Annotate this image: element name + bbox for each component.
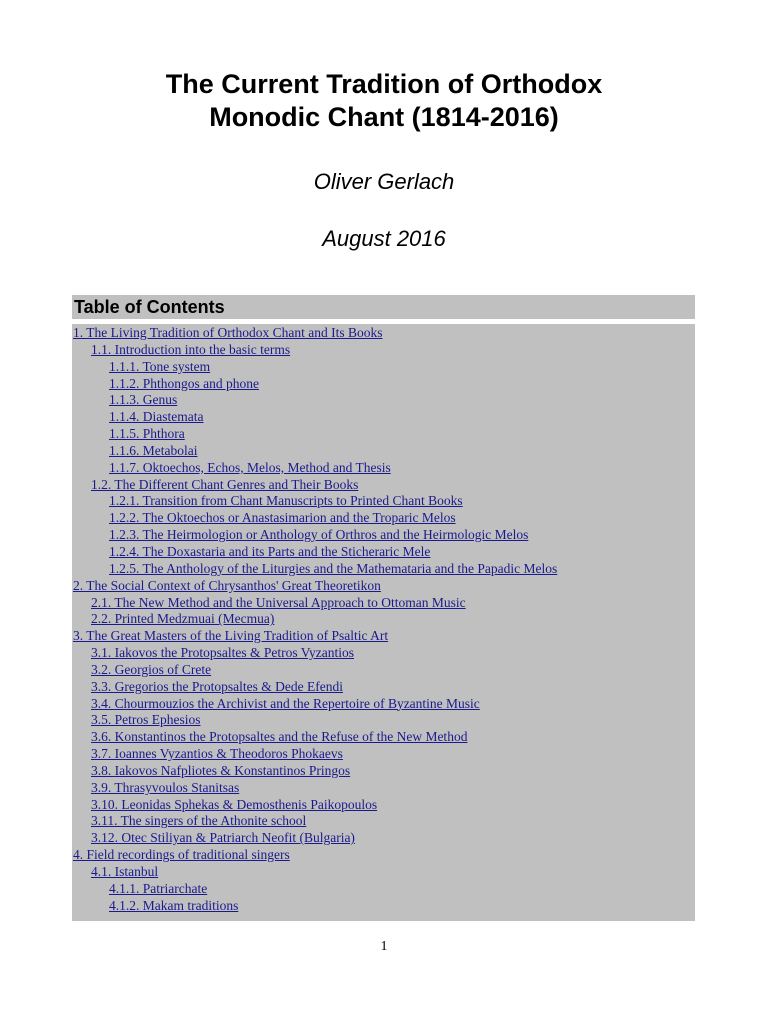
toc-entry	[72, 493, 695, 510]
toc-entry	[72, 712, 695, 729]
toc-entry-link[interactable]: 3.2. Georgios of Crete	[91, 661, 212, 677]
toc-list	[72, 325, 695, 915]
toc-entry	[72, 544, 695, 561]
toc-entry-link[interactable]: 1.1. Introduction into the basic terms	[91, 341, 291, 357]
toc-entry	[72, 847, 695, 864]
toc-entry	[72, 595, 695, 612]
toc-entry-link[interactable]: 1.1.5. Phthora	[109, 426, 185, 442]
toc-entry	[72, 443, 695, 460]
toc-entry	[72, 881, 695, 898]
toc-entry-link[interactable]: 1.2.2. The Oktoechos or Anastasimarion and the Troparic Melos	[109, 510, 456, 526]
toc-entry-link[interactable]: 2.1. The New Method and the Universal Approach to Ottoman Music	[91, 594, 466, 610]
toc-entry	[72, 729, 695, 746]
toc-entry-link[interactable]: 1.2.3. The Heirmologion or Anthology of Orthros and the Heirmologic Melos	[109, 527, 529, 543]
toc-entry-link[interactable]: 1.2. The Different Chant Genres and Their Books	[91, 476, 359, 492]
toc-heading: Table of Contents	[72, 295, 695, 319]
toc-entry	[72, 342, 695, 359]
title-line-2: Monodic Chant (1814-2016)	[209, 102, 559, 132]
toc-entry-link[interactable]: 3.12. Otec Stiliyan & Patriarch Neofit (Bulgaria)	[91, 830, 355, 846]
toc-entry-link[interactable]: 3.8. Iakovos Nafpliotes & Konstantinos Pringos	[91, 762, 351, 778]
toc-entry-link[interactable]: 1.2.1. Transition from Chant Manuscripts to Printed Chant Books	[109, 493, 463, 509]
toc-entry-link[interactable]: 1.2.5. The Anthology of the Liturgies and the Mathemataria and the Papadic Melos	[109, 560, 558, 576]
toc-entry-link[interactable]: 3.5. Petros Ephesios	[91, 712, 201, 728]
toc-entry-link[interactable]: 2. The Social Context of Chrysanthos' Great Theoretikon	[73, 577, 381, 593]
toc-entry-link[interactable]: 3.11. The singers of the Athonite school	[91, 813, 307, 829]
author-name: Oliver Gerlach	[313, 169, 455, 194]
toc-entry	[72, 409, 695, 426]
toc-entry-link[interactable]: 2.2. Printed Medzmuai (Mecmua)	[91, 611, 275, 627]
toc-entry-link[interactable]: 3.10. Leonidas Sphekas & Demosthenis Paikopoulos	[91, 796, 378, 812]
toc-entry	[72, 359, 695, 376]
toc-entry-link[interactable]: 3.6. Konstantinos the Protopsaltes and the Refuse of the New Method	[91, 729, 468, 745]
toc-entry	[72, 628, 695, 645]
toc-entry	[72, 813, 695, 830]
toc-entry	[72, 679, 695, 696]
toc-entry	[72, 662, 695, 679]
toc-entry	[72, 510, 695, 527]
toc-entry	[72, 578, 695, 595]
toc-entry-link[interactable]: 1.1.6. Metabolai	[109, 442, 198, 458]
page-number: 1	[380, 939, 388, 954]
toc-entry	[72, 376, 695, 393]
toc-entry	[72, 477, 695, 494]
toc-entry	[72, 830, 695, 847]
toc-entry	[72, 611, 695, 628]
toc-entry	[72, 797, 695, 814]
toc-entry	[72, 426, 695, 443]
toc-entry-link[interactable]: 3.7. Ioannes Vyzantios & Theodoros Phokaevs	[91, 746, 343, 762]
title-line-1: The Current Tradition of Orthodox	[165, 69, 603, 99]
toc-entry	[72, 392, 695, 409]
toc-entry	[72, 561, 695, 578]
toc-entry	[72, 325, 695, 342]
toc-entry-link[interactable]: 4.1.2. Makam traditions	[109, 897, 239, 913]
toc-entry-link[interactable]: 4.1.1. Patriarchate	[109, 880, 208, 896]
toc-entry-link[interactable]: 1.1.7. Oktoechos, Echos, Melos, Method and Thesis	[109, 459, 391, 475]
document-title	[0, 68, 768, 134]
toc-entry-link[interactable]: 1.1.3. Genus	[109, 392, 178, 408]
toc-entry	[72, 864, 695, 881]
toc-entry-link[interactable]: 3.1. Iakovos the Protopsaltes & Petros Vyzantios	[91, 645, 354, 661]
toc-entry	[72, 763, 695, 780]
toc-entry-link[interactable]: 1.1.4. Diastemata	[109, 409, 204, 425]
toc-entry-link[interactable]: 4.1. Istanbul	[91, 864, 159, 879]
toc-panel	[72, 324, 695, 921]
toc-entry	[72, 746, 695, 763]
toc-entry	[72, 645, 695, 662]
toc-entry	[72, 527, 695, 544]
toc-entry	[72, 898, 695, 915]
publication-date: August 2016	[322, 226, 446, 251]
toc-entry-link[interactable]: 3. The Great Masters of the Living Tradition of Psaltic Art	[73, 628, 389, 644]
toc-entry-link[interactable]: 1.2.4. The Doxastaria and its Parts and the Sticheraric Mele	[109, 543, 431, 559]
toc-entry	[72, 780, 695, 797]
toc-entry	[72, 460, 695, 477]
toc-entry-link[interactable]: 1.1.1. Tone system	[109, 358, 211, 374]
toc-entry-link[interactable]: 4. Field recordings of traditional singers	[73, 847, 290, 863]
toc-entry	[72, 696, 695, 713]
toc-entry-link[interactable]: 3.9. Thrasyvoulos Stanitsas	[91, 779, 240, 795]
toc-entry-link[interactable]: 1. The Living Tradition of Orthodox Chant and Its Books	[73, 325, 383, 340]
toc-entry-link[interactable]: 3.4. Chourmouzios the Archivist and the Repertoire of Byzantine Music	[91, 695, 480, 711]
toc-entry-link[interactable]: 3.3. Gregorios the Protopsaltes & Dede Efendi	[91, 678, 343, 694]
toc-entry-link[interactable]: 1.1.2. Phthongos and phone	[109, 375, 259, 391]
